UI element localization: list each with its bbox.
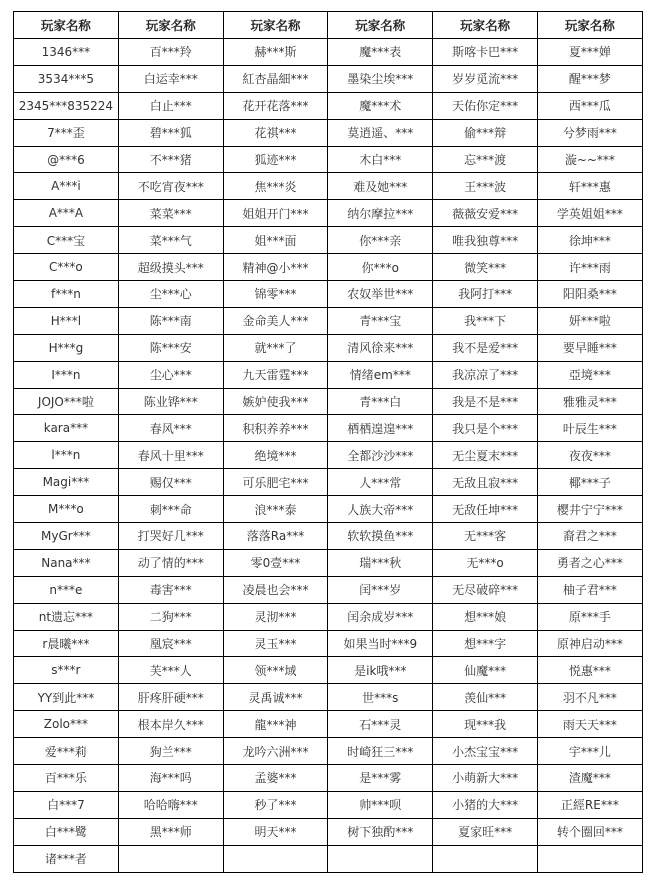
player-name-cell: 软软摸鱼***: [328, 523, 433, 550]
player-name-cell: 紅杏晶細***: [223, 65, 328, 92]
column-header: 玩家名称: [14, 12, 119, 39]
player-name-cell: 尘***心: [118, 281, 223, 308]
player-name-cell: 是***雾: [328, 765, 433, 792]
player-name-cell: 仙魔***: [433, 657, 538, 684]
player-name-cell: 二狗***: [118, 603, 223, 630]
table-row: [14, 711, 643, 738]
player-name-cell: 浪***泰: [223, 496, 328, 523]
player-name-cell: 闰余成岁***: [328, 603, 433, 630]
player-name-cell: 孟婆***: [223, 765, 328, 792]
player-name-cell: 雨天天***: [537, 711, 642, 738]
player-name-cell: 帅***呗: [328, 791, 433, 818]
player-name-cell: 人***常: [328, 469, 433, 496]
player-name-cell: I***n: [14, 361, 119, 388]
player-name-cell: @***6: [14, 146, 119, 173]
table-row: [14, 65, 643, 92]
player-name-cell: 情绪em***: [328, 361, 433, 388]
player-name-cell: 夜夜***: [537, 442, 642, 469]
player-name-cell: 我不是爱***: [433, 334, 538, 361]
player-name-cell: 狗兰***: [118, 738, 223, 765]
player-name-cell: 想***字: [433, 630, 538, 657]
table-row: [14, 254, 643, 281]
player-name-cell: 我阿打***: [433, 281, 538, 308]
player-name-cell: r晨曦***: [14, 630, 119, 657]
player-name-cell: 王***波: [433, 173, 538, 200]
player-name-cell: 花开花落***: [223, 92, 328, 119]
player-name-cell: 农奴举世***: [328, 281, 433, 308]
player-name-cell: 碧***狐: [118, 119, 223, 146]
table-row: [14, 549, 643, 576]
table-row: [14, 630, 643, 657]
table-row: [14, 334, 643, 361]
table-row: [14, 496, 643, 523]
player-name-cell: 菜菜***: [118, 200, 223, 227]
player-name-cell: 动了情的***: [118, 549, 223, 576]
player-name-cell: 黑***师: [118, 818, 223, 845]
player-name-cell: 是ik哦***: [328, 657, 433, 684]
player-name-cell: n***e: [14, 576, 119, 603]
player-name-cell: 纳尔摩拉***: [328, 200, 433, 227]
table-row: [14, 361, 643, 388]
header-row: [14, 12, 643, 39]
column-header: 玩家名称: [537, 12, 642, 39]
player-name-cell: 无尽破碎***: [433, 576, 538, 603]
player-name-cell: 渣魔***: [537, 765, 642, 792]
player-name-cell: 可乐肥宅***: [223, 469, 328, 496]
player-name-cell: 青***宝: [328, 307, 433, 334]
player-name-cell: 灵玉***: [223, 630, 328, 657]
table-body: [14, 39, 643, 873]
player-name-cell: 时崎狂三***: [328, 738, 433, 765]
player-name-cell: l***n: [14, 442, 119, 469]
player-name-cell: 叶辰生***: [537, 415, 642, 442]
player-name-cell: 我只是个***: [433, 415, 538, 442]
player-name-cell: 狐迹***: [223, 146, 328, 173]
player-name-cell: 打哭好几***: [118, 523, 223, 550]
player-name-cell: 积积养养***: [223, 415, 328, 442]
player-name-cell: 想***娘: [433, 603, 538, 630]
player-name-cell: 春风十里***: [118, 442, 223, 469]
player-name-cell: 亞境***: [537, 361, 642, 388]
player-name-cell: 小猪的大***: [433, 791, 538, 818]
player-name-cell: 赐仅***: [118, 469, 223, 496]
player-name-cell: 小杰宝宝***: [433, 738, 538, 765]
player-name-cell: YY到此***: [14, 684, 119, 711]
player-name-cell: 陈***安: [118, 334, 223, 361]
player-name-cell: 赫***斯: [223, 39, 328, 66]
table-row: [14, 307, 643, 334]
player-name-cell: 百***乐: [14, 765, 119, 792]
player-name-cell: 天佑你定***: [433, 92, 538, 119]
player-name-cell: 白止***: [118, 92, 223, 119]
player-name-cell: 全都沙沙***: [328, 442, 433, 469]
player-name-cell: 白***7: [14, 791, 119, 818]
player-name-cell: 灵禹诚***: [223, 684, 328, 711]
column-header: 玩家名称: [328, 12, 433, 39]
player-name-cell: 木白***: [328, 146, 433, 173]
player-name-cell: 椰***子: [537, 469, 642, 496]
table-row: [14, 415, 643, 442]
table-row: [14, 173, 643, 200]
player-name-cell: 零0壹***: [223, 549, 328, 576]
player-name-cell: 百***羚: [118, 39, 223, 66]
player-name-cell: 原***手: [537, 603, 642, 630]
player-name-cell: 爱***莉: [14, 738, 119, 765]
player-name-cell: Nana***: [14, 549, 119, 576]
player-name-cell: 薇薇安爱***: [433, 200, 538, 227]
table-row: [14, 576, 643, 603]
player-name-cell: 忘***渡: [433, 146, 538, 173]
player-name-cell: 超级摸头***: [118, 254, 223, 281]
player-name-cell: 雅雅灵***: [537, 388, 642, 415]
player-name-cell: 不***猪: [118, 146, 223, 173]
player-name-cell: 兮梦雨***: [537, 119, 642, 146]
player-name-cell: 墨染尘埃***: [328, 65, 433, 92]
player-name-cell: 无敌且寂***: [433, 469, 538, 496]
player-name-cell: 青***白: [328, 388, 433, 415]
player-name-cell: 白***鹭: [14, 818, 119, 845]
player-name-cell: 宇***儿: [537, 738, 642, 765]
player-name-cell: 瑞***秋: [328, 549, 433, 576]
table-row: [14, 818, 643, 845]
player-name-cell: 凌晨也会***: [223, 576, 328, 603]
player-name-cell: 转个圈回***: [537, 818, 642, 845]
player-name-cell: 落落Ra***: [223, 523, 328, 550]
player-name-cell: 唯我独尊***: [433, 227, 538, 254]
player-name-cell: C***宝: [14, 227, 119, 254]
player-name-cell: 无敌任坤***: [433, 496, 538, 523]
table-row: [14, 684, 643, 711]
player-name-cell: 魔***表: [328, 39, 433, 66]
table-row: [14, 442, 643, 469]
player-name-cell: 陈业铧***: [118, 388, 223, 415]
player-name-cell: A***A: [14, 200, 119, 227]
player-name-cell: 轩***惠: [537, 173, 642, 200]
player-name-cell: 妍***啦: [537, 307, 642, 334]
player-name-cell: 正經RE***: [537, 791, 642, 818]
player-name-cell: 海***吗: [118, 765, 223, 792]
player-name-cell: 姐***面: [223, 227, 328, 254]
player-name-cell: 许***雨: [537, 254, 642, 281]
player-name-cell: 徐坤***: [537, 227, 642, 254]
player-name-cell: 樱井宁宁***: [537, 496, 642, 523]
table-row: [14, 281, 643, 308]
table-row: [14, 845, 643, 872]
player-name-cell: 要早睡***: [537, 334, 642, 361]
player-name-cell: 锦零***: [223, 281, 328, 308]
table-row: [14, 469, 643, 496]
player-name-cell: 难及她***: [328, 173, 433, 200]
player-name-cell: 魔***术: [328, 92, 433, 119]
player-name-cell: 无***o: [433, 549, 538, 576]
player-name-cell: 人族大帝***: [328, 496, 433, 523]
player-name-cell: 夏***婵: [537, 39, 642, 66]
player-name-cell: 你***o: [328, 254, 433, 281]
player-name-cell: f***n: [14, 281, 119, 308]
player-name-cell: MyGr***: [14, 523, 119, 550]
player-name-cell: 哈哈嗨***: [118, 791, 223, 818]
player-name-cell: 羡仙***: [433, 684, 538, 711]
player-name-cell: A***i: [14, 173, 119, 200]
player-name-cell: 我***下: [433, 307, 538, 334]
table-row: [14, 200, 643, 227]
player-name-cell: 西***瓜: [537, 92, 642, 119]
table-row: [14, 765, 643, 792]
table-row: [14, 603, 643, 630]
player-name-cell: [537, 845, 642, 872]
player-name-cell: 白运幸***: [118, 65, 223, 92]
player-name-cell: 夏家旺***: [433, 818, 538, 845]
player-name-cell: 姐姐开门***: [223, 200, 328, 227]
player-name-cell: Zolo***: [14, 711, 119, 738]
player-name-cell: s***r: [14, 657, 119, 684]
player-name-table: [13, 11, 643, 873]
table-row: [14, 146, 643, 173]
player-name-cell: 花祺***: [223, 119, 328, 146]
player-name-cell: 树下独酌***: [328, 818, 433, 845]
player-name-cell: 我凉凉了***: [433, 361, 538, 388]
player-name-cell: 绝境***: [223, 442, 328, 469]
player-name-cell: 明天***: [223, 818, 328, 845]
player-name-cell: [223, 845, 328, 872]
player-name-cell: 灵沏***: [223, 603, 328, 630]
table-row: [14, 738, 643, 765]
player-name-cell: 秒了***: [223, 791, 328, 818]
table-row: [14, 227, 643, 254]
player-name-cell: 龙吟六洲***: [223, 738, 328, 765]
player-name-cell: 学英姐姐***: [537, 200, 642, 227]
player-name-cell: 7***歪: [14, 119, 119, 146]
player-name-cell: 1346***: [14, 39, 119, 66]
player-name-cell: 闰***岁: [328, 576, 433, 603]
player-name-cell: Magi***: [14, 469, 119, 496]
player-name-cell: 嫉妒使我***: [223, 388, 328, 415]
player-name-cell: H***l: [14, 307, 119, 334]
player-name-cell: 焦***炎: [223, 173, 328, 200]
player-name-cell: 柚子君***: [537, 576, 642, 603]
player-name-cell: 诸***者: [14, 845, 119, 872]
player-name-cell: 莫逍遥、***: [328, 119, 433, 146]
player-name-cell: 醒***梦: [537, 65, 642, 92]
player-name-cell: 不吃宵夜***: [118, 173, 223, 200]
player-name-cell: 栖栖遑遑***: [328, 415, 433, 442]
player-name-cell: 无***客: [433, 523, 538, 550]
player-name-cell: 原神启动***: [537, 630, 642, 657]
player-name-cell: 九天雷霆***: [223, 361, 328, 388]
player-name-cell: nt遗忘***: [14, 603, 119, 630]
player-name-cell: 悦惠***: [537, 657, 642, 684]
player-name-cell: 你***亲: [328, 227, 433, 254]
player-name-cell: 勇者之心***: [537, 549, 642, 576]
player-name-cell: 菜***气: [118, 227, 223, 254]
player-name-cell: H***g: [14, 334, 119, 361]
column-header: 玩家名称: [118, 12, 223, 39]
player-name-cell: 石***灵: [328, 711, 433, 738]
column-header: 玩家名称: [433, 12, 538, 39]
player-name-cell: 我是不是***: [433, 388, 538, 415]
player-name-cell: 就***了: [223, 334, 328, 361]
player-name-cell: 3534***5: [14, 65, 119, 92]
player-name-cell: 尘心***: [118, 361, 223, 388]
player-name-cell: 偷***辩: [433, 119, 538, 146]
player-name-cell: 微笑***: [433, 254, 538, 281]
player-name-cell: 清风徐来***: [328, 334, 433, 361]
player-name-cell: 如果当时***9: [328, 630, 433, 657]
table-row: [14, 791, 643, 818]
player-name-cell: 精神@小***: [223, 254, 328, 281]
table-row: [14, 388, 643, 415]
player-name-cell: 凰宸***: [118, 630, 223, 657]
table-row: [14, 119, 643, 146]
table-row: [14, 523, 643, 550]
player-name-cell: 春风***: [118, 415, 223, 442]
player-name-cell: JOJO***啦: [14, 388, 119, 415]
player-name-cell: M***o: [14, 496, 119, 523]
player-name-cell: 阳阳桑***: [537, 281, 642, 308]
player-name-cell: 裔君之***: [537, 523, 642, 550]
table-row: [14, 92, 643, 119]
column-header: 玩家名称: [223, 12, 328, 39]
player-name-cell: 毒害***: [118, 576, 223, 603]
player-name-cell: 刺***命: [118, 496, 223, 523]
player-name-cell: 无尘夏末***: [433, 442, 538, 469]
player-name-cell: 芙***人: [118, 657, 223, 684]
player-name-cell: 根本岸久***: [118, 711, 223, 738]
player-name-cell: 岁岁觅流***: [433, 65, 538, 92]
player-name-cell: 羽不凡***: [537, 684, 642, 711]
player-name-cell: [118, 845, 223, 872]
player-name-cell: [328, 845, 433, 872]
player-name-cell: 金命美人***: [223, 307, 328, 334]
player-name-cell: 斯喀卡巴***: [433, 39, 538, 66]
player-name-cell: 漩~~***: [537, 146, 642, 173]
player-name-cell: 小萌新大***: [433, 765, 538, 792]
player-name-cell: C***o: [14, 254, 119, 281]
player-name-cell: 现***我: [433, 711, 538, 738]
player-name-cell: 世***s: [328, 684, 433, 711]
player-name-cell: [433, 845, 538, 872]
player-name-cell: 陈***南: [118, 307, 223, 334]
player-name-cell: kara***: [14, 415, 119, 442]
player-name-cell: 领***域: [223, 657, 328, 684]
table-row: [14, 39, 643, 66]
player-name-cell: 2345***835224: [14, 92, 119, 119]
player-name-cell: 龍***神: [223, 711, 328, 738]
player-name-cell: 肝疼肝硬***: [118, 684, 223, 711]
table-row: [14, 657, 643, 684]
